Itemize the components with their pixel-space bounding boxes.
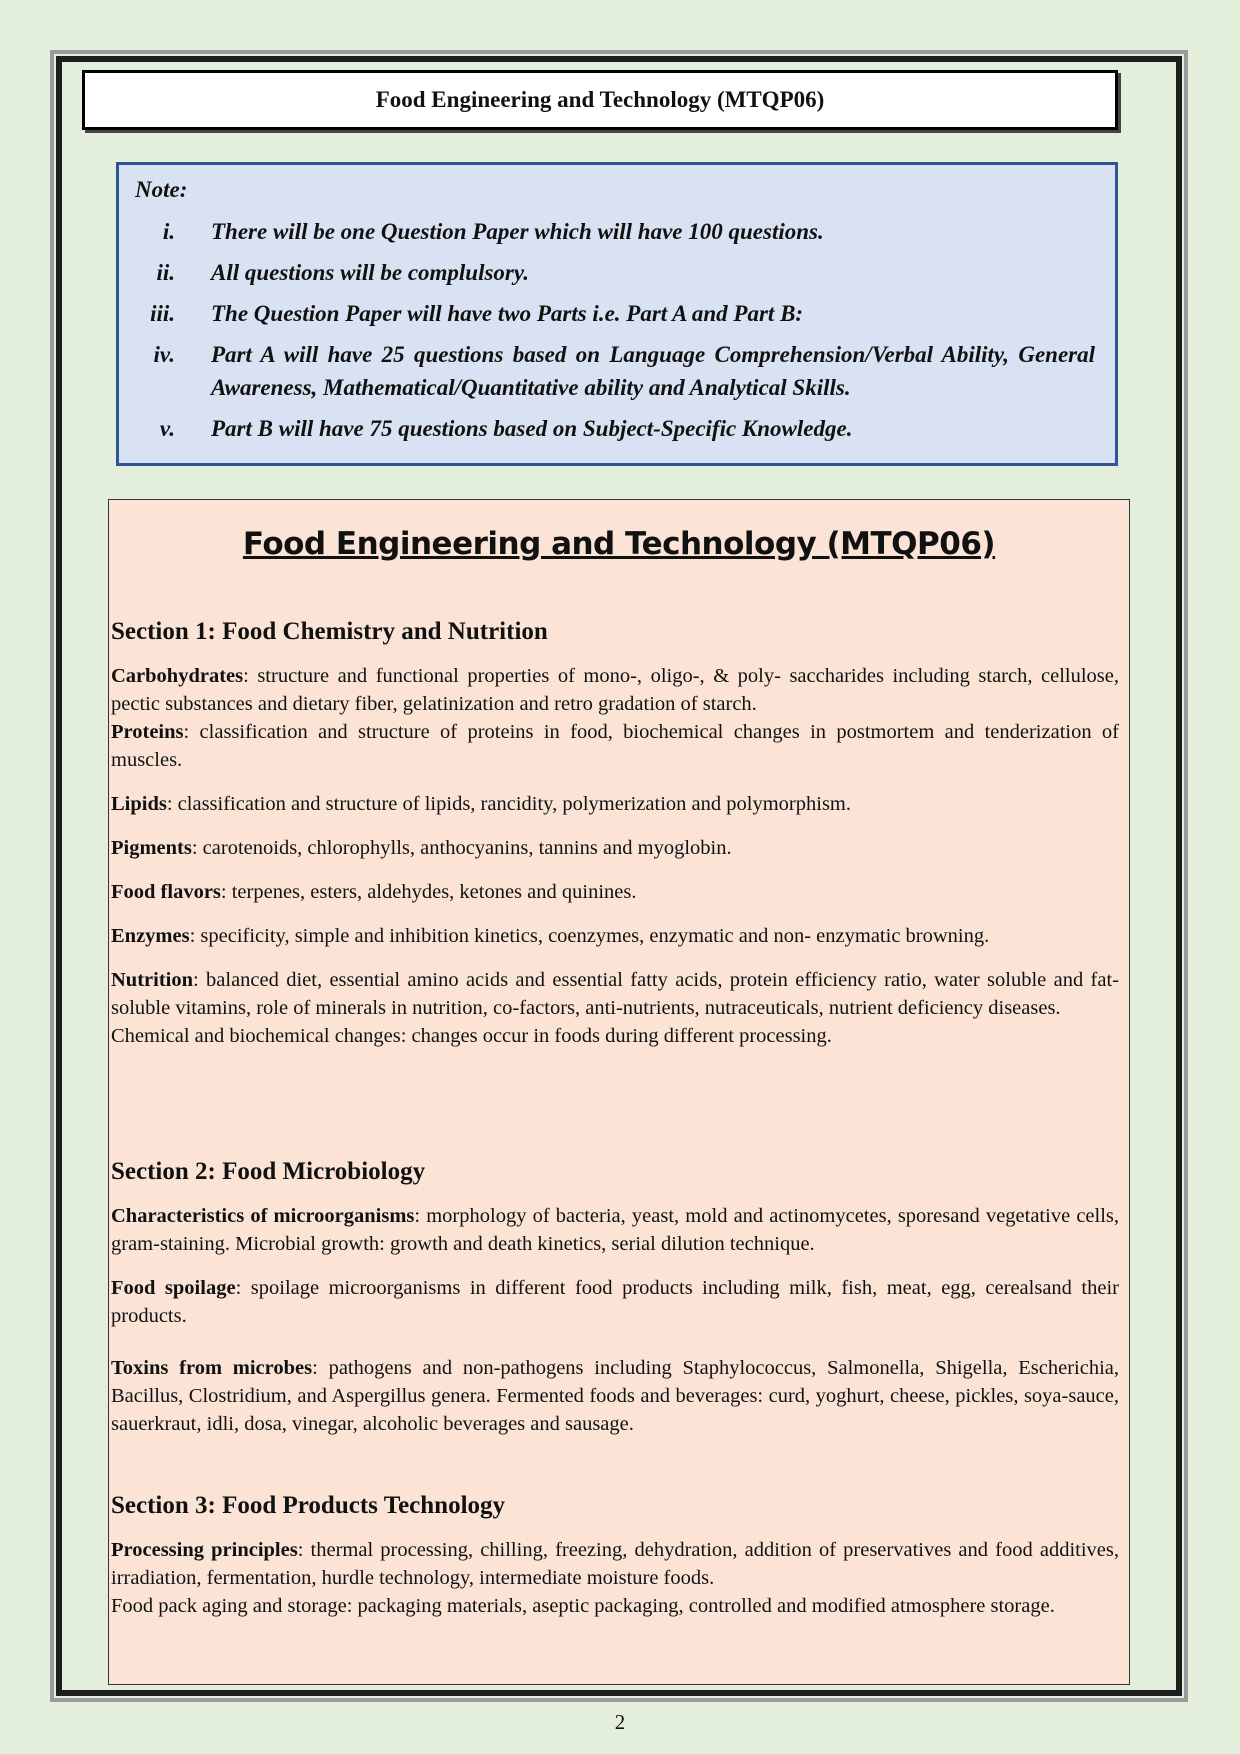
note-item: [119, 256, 1115, 289]
topic-description: : structure and functional properties of mono-, oligo-, & poly- saccharides including starch, cellulose, pectic substances and dietary fiber, gelatinization and retro gradation of starch.: [111, 665, 1119, 715]
topic-food-spoilage: [111, 1274, 1119, 1330]
note-item: [119, 215, 1115, 248]
topic-proteins: [111, 718, 1119, 774]
section-food-microbiology: [111, 1158, 1119, 1454]
topic-term: Proteins: [111, 721, 184, 743]
topic-food-flavors: [111, 878, 1119, 906]
topic-lipids: [111, 790, 1119, 818]
note-item-text: There will be one Question Paper which will have 100 questions.: [211, 219, 824, 244]
topic-characteristics: [111, 1202, 1119, 1258]
note-list: [119, 215, 1115, 453]
topic-description: : morphology of bacteria, yeast, mold and actinomycetes, sporesand vegetative cells, gram-staining. Microbial growth: growth and death kinetics, serial dilution technique.: [111, 1205, 1120, 1255]
topic-term: Nutrition: [111, 969, 193, 991]
topic-description: : balanced diet, essential amino acids and essential fatty acids, protein efficiency ratio, water soluble and fat-soluble vitamins, role of minerals in nutrition, co-factors, anti-nutrients, nutraceuticals, nutrient deficiency diseases.: [111, 969, 1119, 1019]
document-title: Food Engineering and Technology (MTQP06): [242, 526, 996, 562]
topic-nutrition: [111, 966, 1119, 1022]
topic-term: Food spoilage: [111, 1277, 236, 1299]
topic-description: : specificity, simple and inhibition kinetics, coenzymes, enzymatic and non- enzymatic browning.: [189, 925, 990, 947]
topic-toxins: [111, 1354, 1119, 1438]
section-heading: Section 2: Food Microbiology: [111, 1158, 426, 1185]
topic-term: Processing principles: [111, 1539, 298, 1561]
topic-description: : terpenes, esters, aldehydes, ketones and quinines.: [220, 881, 637, 903]
header-title-box: [82, 70, 1118, 130]
note-item-number: i.: [162, 219, 175, 244]
topic-enzymes: [111, 922, 1119, 950]
section-heading: Section 3: Food Products Technology: [111, 1492, 506, 1519]
topic-description: : spoilage microorganisms in different food products including milk, fish, meat, egg, cerealsand their products.: [111, 1277, 1119, 1327]
section-heading: Section 1: Food Chemistry and Nutrition: [111, 618, 548, 645]
topic-description: : classification and structure of lipids, rancidity, polymerization and polymorphism.: [166, 793, 851, 815]
page-number: 2: [614, 1710, 626, 1734]
topic-chemical-changes: Chemical and biochemical changes: changes occur in foods during different processing.: [111, 1025, 832, 1047]
topic-description: : classification and structure of proteins in food, biochemical changes in postmortem and tenderization of muscles.: [111, 721, 1119, 771]
note-title: Note:: [135, 177, 188, 202]
header-title: Food Engineering and Technology (MTQP06): [375, 87, 825, 112]
topic-term: Characteristics of microorganisms: [111, 1205, 415, 1227]
section-food-products: [111, 1492, 1119, 1636]
section-food-chemistry: [111, 618, 1119, 1066]
note-item-text: The Question Paper will have two Parts i.e. Part A and Part B:: [211, 301, 804, 326]
note-box: [116, 162, 1118, 466]
topic-term: Pigments: [111, 837, 192, 859]
topic-description: : thermal processing, chilling, freezing, dehydration, addition of preservatives and food additives, irradiation, fermentation, hurdle technology, intermediate moisture foods.: [111, 1539, 1119, 1589]
note-item-number: v.: [159, 416, 175, 441]
topic-term: Food flavors: [111, 881, 221, 903]
note-item-number: iv.: [153, 342, 175, 367]
topic-term: Enzymes: [111, 925, 190, 947]
topic-term: Carbohydrates: [111, 665, 244, 687]
note-item-text: All questions will be complulsory.: [211, 260, 529, 285]
note-item-number: iii.: [150, 301, 175, 326]
note-item-text: Part B will have 75 questions based on Subject-Specific Knowledge.: [211, 416, 853, 441]
note-item: [119, 412, 1115, 445]
topic-processing: [111, 1536, 1119, 1592]
note-item: [119, 297, 1115, 330]
note-item: [119, 338, 1115, 404]
topic-description: : pathogens and non-pathogens including Staphylococcus, Salmonella, Shigella, Escherichia, Bacillus, Clostridium, and Aspergillus genera. Fermented foods and beverages: curd, yoghurt, cheese, pickles, soya-sauce, sauerkraut, idli, dosa, vinegar, alcoholic beverages and sausage.: [111, 1357, 1120, 1435]
topic-term: Lipids: [111, 793, 167, 815]
note-item-text: Part A will have 25 questions based on Language Comprehension/Verbal Ability, General Awareness, Mathematical/Quantitative ability and Analytical Skills.: [211, 342, 1095, 400]
syllabus-content-box: [108, 499, 1130, 1685]
note-item-number: ii.: [156, 260, 175, 285]
topic-description: : carotenoids, chlorophylls, anthocyanins, tannins and myoglobin.: [191, 837, 732, 859]
topic-term: Toxins from microbes: [111, 1357, 313, 1379]
topic-pigments: [111, 834, 1119, 862]
topic-carbohydrates: [111, 662, 1119, 718]
topic-packaging: Food pack aging and storage: packaging materials, aseptic packaging, controlled and modified atmosphere storage.: [111, 1595, 1055, 1617]
